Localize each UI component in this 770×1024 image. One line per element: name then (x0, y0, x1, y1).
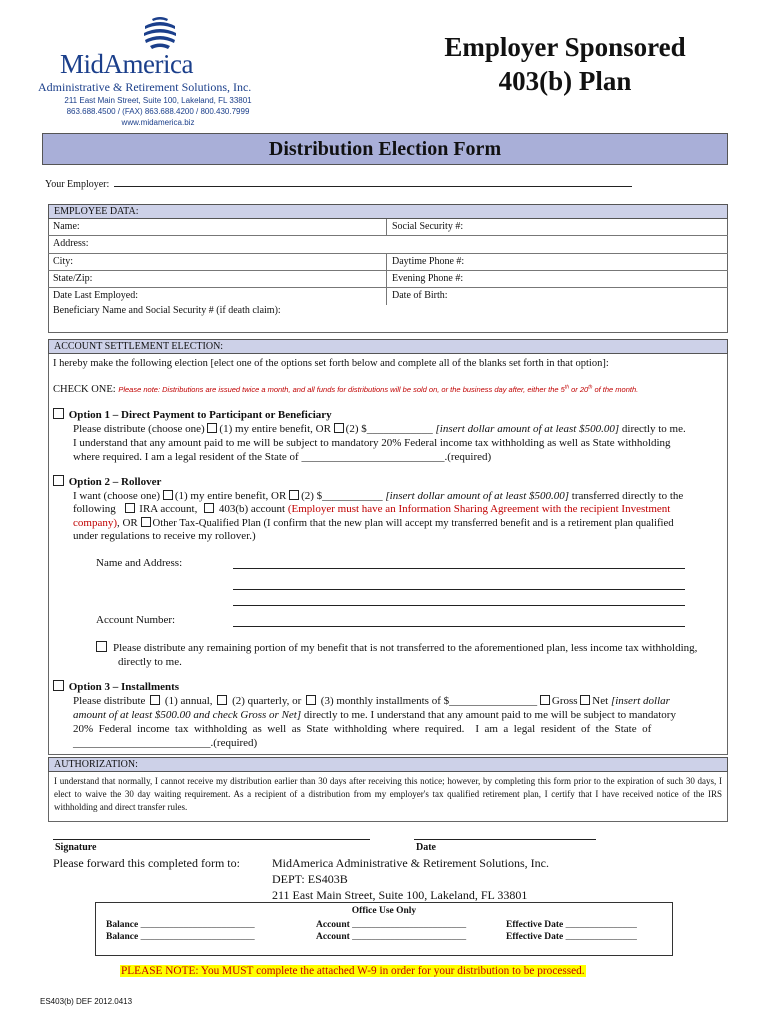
403b-label: 403(b) account (218, 503, 286, 515)
option2-partial-checkbox[interactable] (289, 490, 299, 500)
dob-field[interactable]: Date of Birth: (386, 288, 448, 305)
option1-withholding-text: I understand that any amount paid to me will be subject to mandatory 20% Federal income tax withholding as well as State withholding (73, 437, 671, 449)
company-website[interactable]: www.midamerica.biz (121, 118, 195, 127)
employee-data-heading: EMPLOYEE DATA: (54, 206, 139, 217)
option2-checkbox[interactable] (53, 475, 64, 486)
other-plan-checkbox[interactable] (141, 517, 151, 527)
option2-entire-label: (1) my entire benefit, OR (174, 489, 287, 502)
authorization-box (48, 772, 728, 822)
office-effective-input-2[interactable]: _______________ (565, 932, 637, 942)
option2-or-text: , OR (116, 516, 138, 529)
w9-note-text: PLEASE NOTE: You MUST complete the attached W-9 in order for your distribution to be processed. (121, 965, 585, 977)
logo-subtitle: Administrative & Retirement Solutions, Inc. (38, 80, 252, 94)
beneficiary-field[interactable]: Beneficiary Name and Social Security # (if death claim): (53, 305, 281, 316)
ssn-field[interactable]: Social Security #: (386, 219, 463, 236)
employer-input[interactable] (114, 177, 632, 187)
signature-label: Signature (55, 842, 97, 853)
forward-label: Please forward this completed form to: (53, 856, 240, 870)
option1-entire-label: (1) my entire benefit, OR (219, 423, 331, 435)
office-account-label: Account (316, 920, 350, 930)
daytime-phone-field[interactable]: Daytime Phone #: (386, 254, 464, 271)
office-balance-col (106, 919, 255, 943)
forward-street: 211 East Main Street, Suite 100, Lakeland, FL 33801 (272, 888, 528, 902)
option1-required-label: .(required) (444, 451, 492, 463)
authorization-header (48, 757, 728, 772)
monthly-label: (3) monthly installments of $ (320, 695, 450, 707)
option1-text-end: directly to me. (619, 423, 686, 435)
date-input[interactable] (414, 828, 596, 840)
employee-row-name (48, 219, 728, 236)
option1-partial-label: (2) $ (345, 423, 367, 435)
employee-row-state (48, 271, 728, 288)
option3-state-text: 20% Federal income tax withholding as well as State withholding where required. I am a legal resident of the State of (73, 723, 652, 735)
other-plan-label: Other Tax-Qualified Plan (I confirm that the new plan will accept my transferred benefit and is a retirement plan qualified (152, 516, 674, 529)
forward-dept: DEPT: ES403B (272, 872, 348, 886)
remaining-portion-text: Please distribute any remaining portion of my benefit that is not transferred to the aforementioned plan, less income tax withholding, (113, 642, 698, 654)
logo-name: MidAmerica (60, 49, 193, 79)
company-phones: 863.688.4500 / (FAX) 863.688.4200 / 800.430.7999 (66, 107, 250, 116)
option3-state-input[interactable]: _________________________ (73, 737, 211, 749)
option1-text: Please distribute (choose one) (73, 423, 205, 435)
form-title: Distribution Election Form (268, 138, 502, 160)
office-effective-input-1[interactable]: _______________ (565, 920, 637, 930)
page-title (400, 30, 730, 98)
signature-input[interactable] (53, 828, 370, 840)
option2-title: Option 2 – Rollover (68, 476, 162, 488)
info-sharing-warning-end: company) (73, 516, 117, 529)
employee-row-dates (48, 288, 728, 305)
authorization-heading: AUTHORIZATION: (54, 759, 138, 770)
option1-entire-checkbox[interactable] (207, 423, 217, 433)
name-field[interactable]: Name: (53, 221, 80, 232)
remaining-portion-checkbox[interactable] (96, 641, 107, 652)
city-field[interactable]: City: (53, 256, 74, 267)
account-number-label: Account Number: (96, 614, 176, 626)
option3-checkbox[interactable] (53, 680, 64, 691)
settlement-heading: ACCOUNT SETTLEMENT ELECTION: (54, 341, 224, 352)
option1-block (53, 408, 723, 464)
check-one-row (53, 384, 638, 395)
check-one-label: CHECK ONE: (53, 384, 116, 395)
name-address-line-2[interactable] (233, 578, 685, 590)
option1-amount-input[interactable]: ____________ (366, 423, 433, 435)
page-title-line1: Employer Sponsored (444, 32, 686, 62)
employee-data-header (48, 204, 728, 219)
office-effective-label-2: Effective Date (506, 932, 564, 942)
evening-phone-field[interactable]: Evening Phone #: (386, 271, 463, 288)
state-zip-field[interactable]: State/Zip: (53, 273, 93, 284)
company-logo (38, 14, 278, 94)
address-field[interactable]: Address: (53, 238, 89, 249)
employee-row-address (48, 236, 728, 254)
account-number-input[interactable] (233, 615, 685, 627)
office-effective-label: Effective Date (506, 920, 564, 930)
date-employed-field[interactable]: Date Last Employed: (53, 290, 138, 301)
ira-label: IRA account, (139, 503, 198, 515)
installment-hint-end: amount of at least $500.00 and check Gross or Net] (73, 709, 302, 721)
gross-checkbox[interactable] (540, 695, 550, 705)
office-account-input-1[interactable]: ________________________ (352, 920, 467, 930)
net-checkbox[interactable] (580, 695, 590, 705)
name-address-line-1[interactable] (233, 557, 685, 569)
info-sharing-warning: (Employer must have an Information Sharing Agreement with the recipient Investment (285, 503, 671, 515)
name-address-line-3[interactable] (233, 594, 685, 606)
option2-entire-checkbox[interactable] (163, 490, 173, 500)
page-title-line2: 403(b) Plan (498, 66, 632, 96)
office-effective-col (506, 919, 637, 943)
option1-checkbox[interactable] (53, 408, 64, 419)
403b-checkbox[interactable] (204, 503, 214, 513)
option2-partial-label: (2) $ (301, 489, 323, 502)
office-use-title: Office Use Only (351, 906, 417, 916)
option3-text: Please distribute (73, 695, 146, 707)
office-balance-label: Balance (106, 920, 139, 930)
office-balance-input-2[interactable]: ________________________ (140, 932, 255, 942)
option1-title: Option 1 – Direct Payment to Participant or Beneficiary (68, 409, 332, 421)
option3-title: Option 3 – Installments (68, 681, 180, 693)
net-label: Net (592, 695, 609, 707)
option3-block (53, 680, 723, 750)
option2-regulations-text: under regulations to receive my rollover.) (73, 530, 256, 542)
option2-text-end: transferred directly to the (569, 489, 684, 502)
employee-row-city (48, 254, 728, 271)
settlement-header (48, 339, 728, 354)
remaining-portion-block (96, 641, 726, 669)
quarterly-checkbox[interactable] (217, 695, 227, 705)
office-account-label-2: Account (316, 932, 350, 942)
name-address-label: Name and Address: (96, 557, 183, 569)
installment-amount-input[interactable]: ________________ (449, 695, 538, 707)
forward-address (272, 855, 549, 903)
option3-required-label: .(required) (210, 737, 258, 749)
settlement-intro: I hereby make the following election [elect one of the options set forth below and complete all of the blanks set forth in that option]: (53, 358, 609, 369)
monthly-checkbox[interactable] (306, 695, 316, 705)
office-balance-label-2: Balance (106, 932, 139, 942)
authorization-text: I understand that normally, I cannot receive my distribution earlier than 30 days after receiving this notice; however, by completing this form prior to the expiration of such 30 days, I elect to waive the 30 day waiting requirement. As a recipient of a distribution from my employer's tax qualified retirement plan, I certify that I have received notice of the IRS withholding and direct transfer rules. (54, 776, 722, 812)
office-balance-input-1[interactable]: ________________________ (140, 920, 255, 930)
company-address-block (40, 95, 276, 128)
forward-company: MidAmerica Administrative & Retirement Solutions, Inc. (272, 856, 549, 870)
annual-checkbox[interactable] (150, 695, 160, 705)
option2-following-text: following (73, 503, 116, 515)
option1-partial-checkbox[interactable] (334, 423, 344, 433)
globe-icon (142, 14, 178, 52)
quarterly-label: (2) quarterly, or (232, 695, 302, 707)
employer-row (45, 177, 632, 190)
office-account-input-2[interactable]: ________________________ (352, 932, 467, 942)
office-account-col (316, 919, 466, 943)
option2-amount-input[interactable]: ___________ (322, 489, 383, 502)
distribution-note: Please note: Distributions are issued twice a month, and all funds for distributions will be sold on, or the business day after, either the 5th or 20th of the month. (118, 384, 639, 394)
option1-residency-text: where required. I am a legal resident of the State of (73, 451, 302, 463)
employer-label: Your Employer: (45, 179, 110, 190)
installment-hint: [insert dollar (608, 695, 670, 707)
option3-withholding-text: directly to me. I understand that any amount paid to me will be subject to mandatory (301, 709, 676, 721)
ira-checkbox[interactable] (125, 503, 135, 513)
office-use-box (95, 902, 673, 956)
option1-state-input[interactable]: __________________________ (301, 451, 445, 463)
date-label: Date (416, 842, 436, 853)
option2-block (53, 475, 723, 544)
w9-note (120, 965, 586, 977)
option2-amount-hint: [insert dollar amount of at least $500.00] (382, 489, 570, 502)
remaining-portion-text-end: directly to me. (118, 656, 182, 668)
form-title-banner (42, 133, 728, 165)
company-address: 211 East Main Street, Suite 100, Lakeland, FL 33801 (64, 96, 252, 105)
annual-label: (1) annual, (164, 695, 213, 707)
gross-label: Gross (551, 695, 578, 707)
option2-text: I want (choose one) (73, 489, 161, 502)
form-code: ES403(b) DEF 2012.0413 (40, 997, 133, 1006)
option1-amount-hint: [insert dollar amount of at least $500.00] (432, 423, 620, 435)
